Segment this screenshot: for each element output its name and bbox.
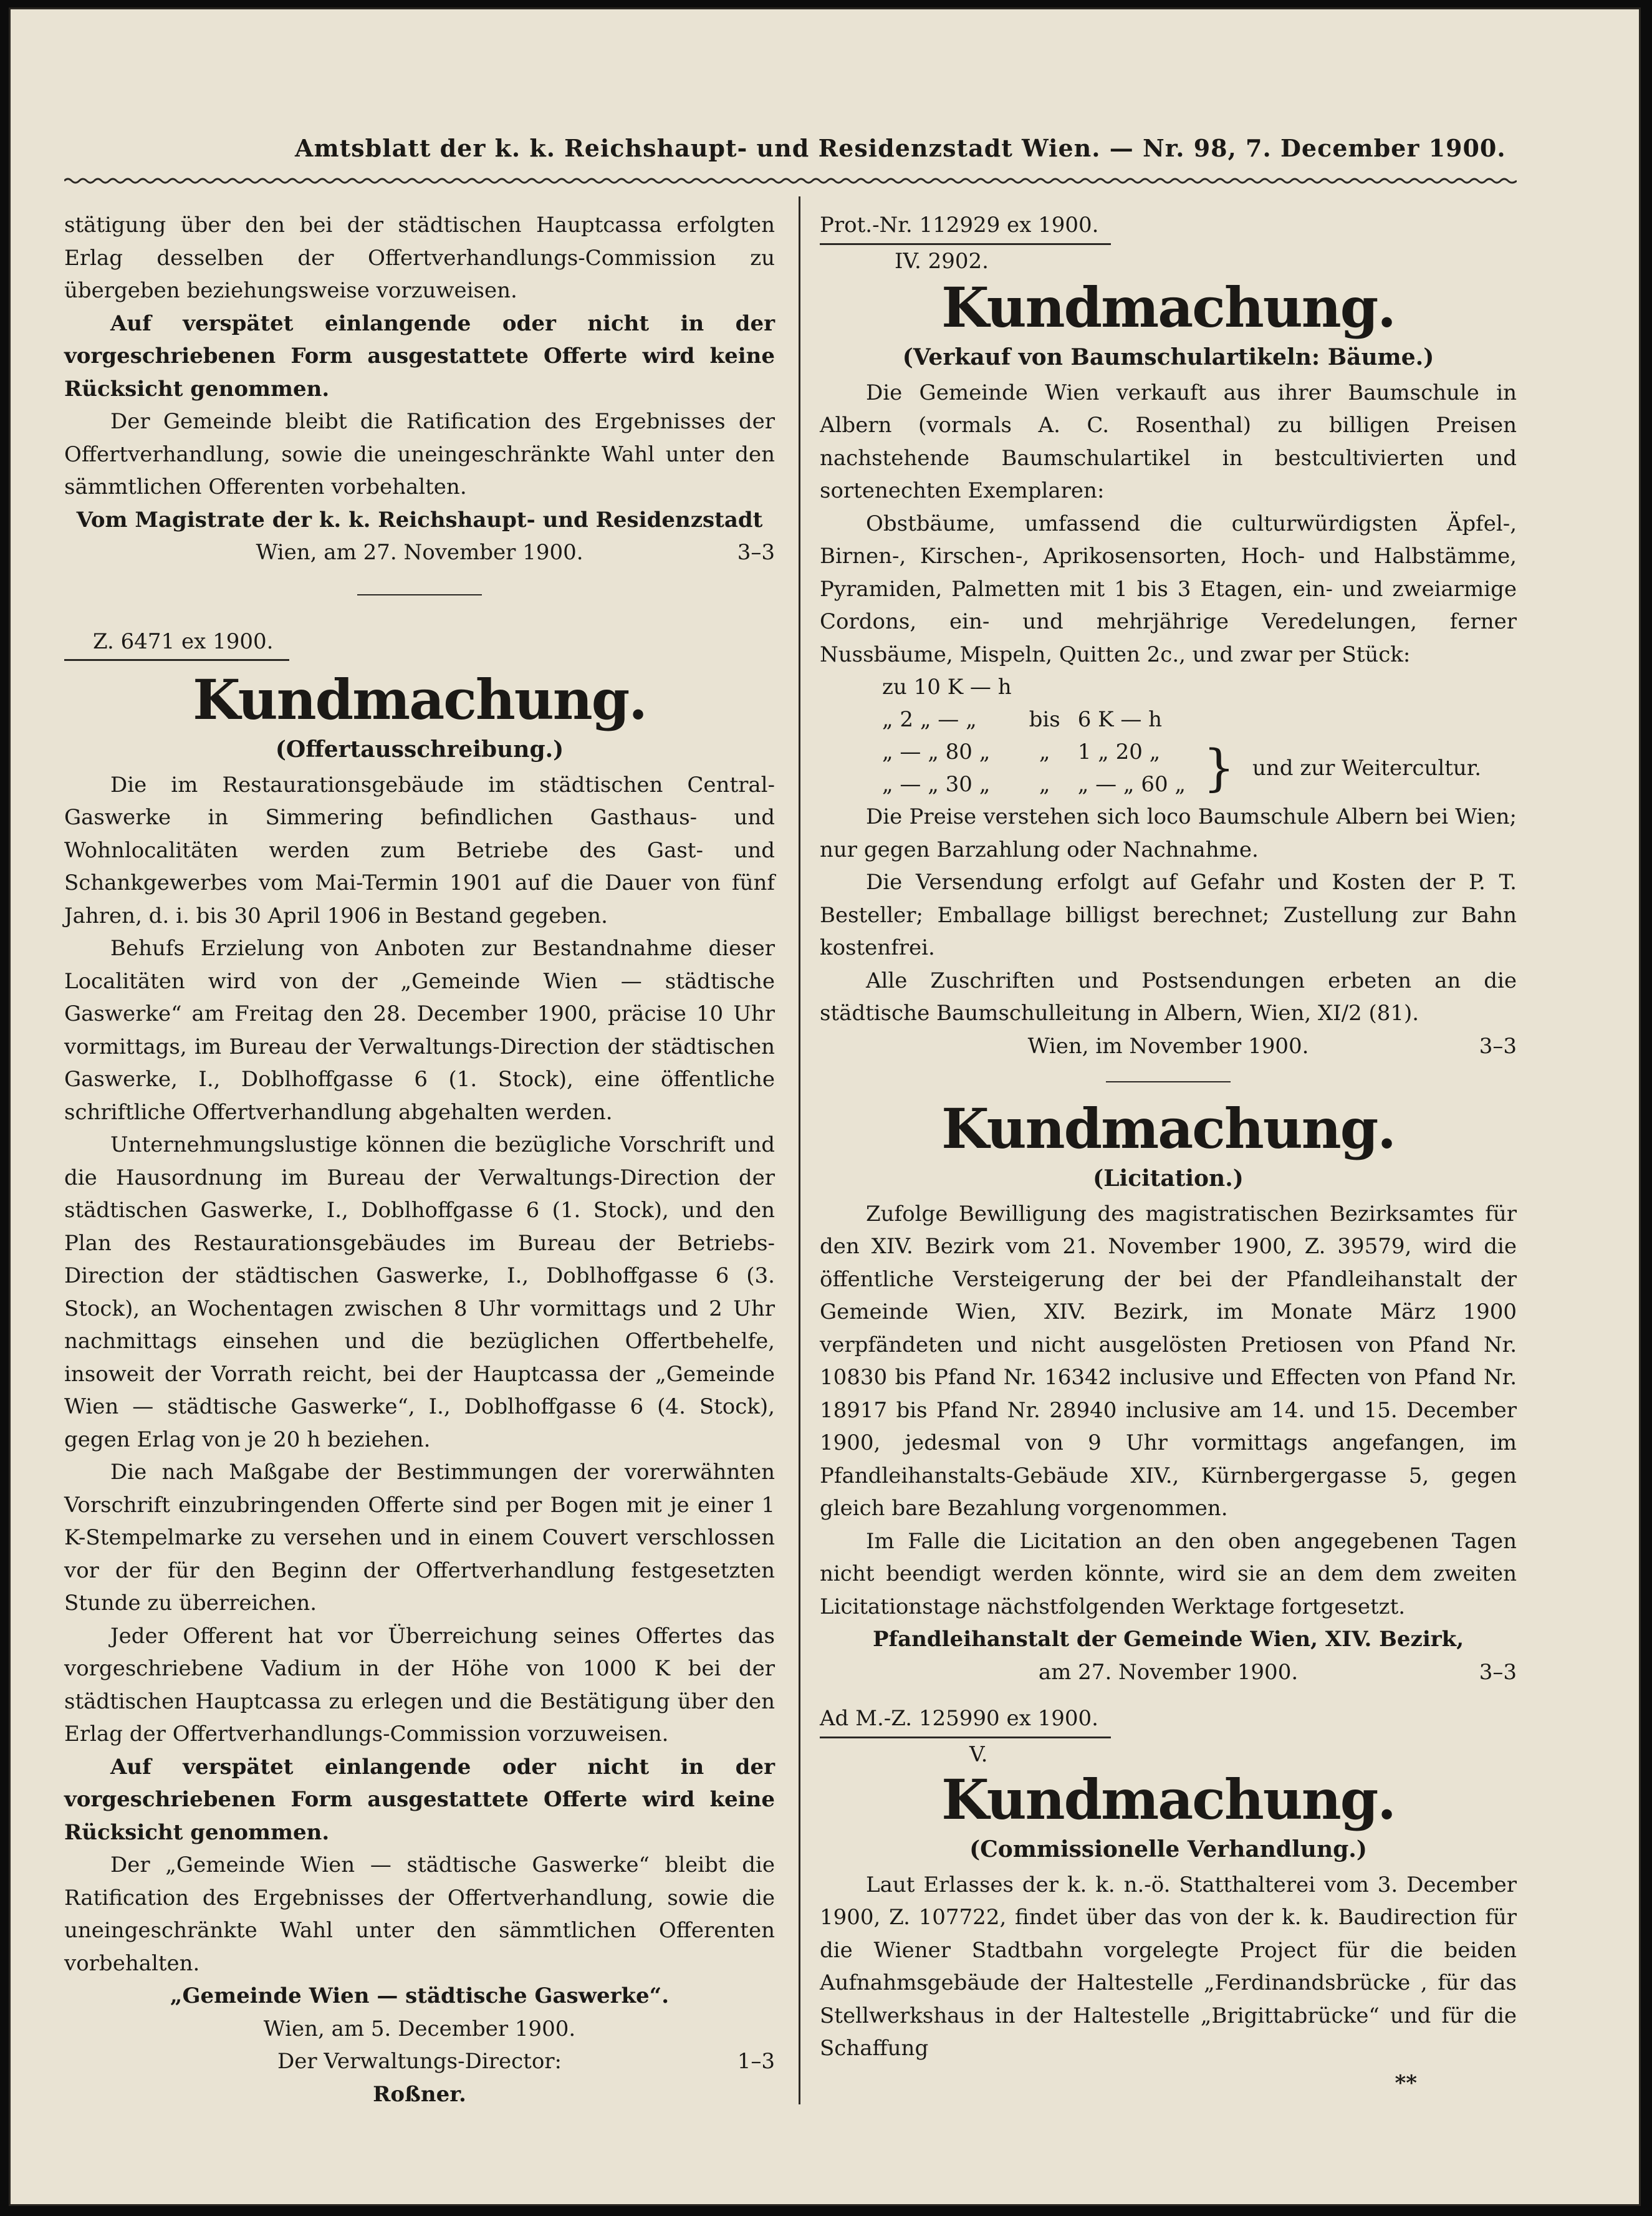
cont-signature-1: Vom Magistrate der k. k. Reichshaupt- und Residenzstadt xyxy=(76,507,763,532)
notice-2-number: 1–3 xyxy=(737,2049,775,2074)
price-list xyxy=(873,671,1490,801)
price-note: und zur Weitercultur. xyxy=(1252,756,1482,781)
price-row-3-left: „ — „ 80 „ xyxy=(882,739,991,764)
notice-2-reference: Z. 6471 ex 1900. xyxy=(64,625,289,662)
notice-2-title: Kundmachung. xyxy=(193,667,646,732)
price-row-4-mid: „ xyxy=(1039,772,1050,797)
notice-5-subtitle: (Commissionelle Verhandlung.) xyxy=(969,1836,1367,1862)
notice-4-subtitle: (Licitation.) xyxy=(1093,1165,1244,1192)
price-row-1: zu 10 K — h xyxy=(882,675,1012,700)
newspaper-sheet xyxy=(9,7,1641,2206)
notice-4-signature-1: Pfandleihanstalt der Gemeinde Wien, XIV. Bezirk, xyxy=(872,1627,1464,1652)
cont-signature-line xyxy=(64,536,775,569)
cont-paragraph-1: stätigung über den bei der städtischen Hauptcassa erfolgten Erlag desselben der Offertverhandlungs-Commission zu übergeben beziehungsweise vorzuweisen. xyxy=(64,213,775,303)
notice-3-signature: Wien, im November 1900. xyxy=(1027,1033,1309,1059)
notice-2-paragraph-7: Der „Gemeinde Wien — städtische Gaswerke“ bleibt die Ratification des Ergebnisses der Offertverhandlung, sowie die uneingeschränkte Wahl unter den sämmtlichen Offerenten vorbehalten. xyxy=(64,1852,775,1976)
separator-rule xyxy=(357,594,482,595)
notice-3-signature-line xyxy=(820,1030,1517,1063)
notice-5 xyxy=(820,1702,1517,2096)
price-brace: } xyxy=(1203,739,1235,797)
price-row-2-right: 6 K — h xyxy=(1077,707,1163,732)
price-row-4-right: „ — „ 60 „ xyxy=(1077,772,1186,797)
notice-4-paragraph-2: Im Falle die Licitation an den oben angegebenen Tagen nicht beendigt werden könnte, wird sie an dem dem zweiten Licitationstage nächstfolgenden Werktage fortgesetzt. xyxy=(820,1528,1517,1619)
notice-3-paragraph-2: Obstbäume, umfassend die culturwürdigsten Äpfel-, Birnen-, Kirschen-, Aprikosensorten, Hoch- und Halbstämme, Pyramiden, Palmetten mit 1 bis 3 Etagen, ein- und zweiarmige Cordons, ein- und mehrjährige Veredelungen, ferner Nussbäume, Mispeln, Quitten 2c., und zwar per Stück: xyxy=(820,511,1517,667)
notice-2-paragraph-1: Die im Restaurationsgebäude im städtischen Central-Gaswerke in Simmering befindlichen Gasthaus- und Wohnlocalitäten werden zum Betriebe des Gast- und Schankgewerbes vom Mai-Termin 1901 auf die Dauer von fünf Jahren, d. i. bis 30 April 1906 in Bestand gegeben. xyxy=(64,772,775,928)
notice-3-number: 3–3 xyxy=(1479,1033,1517,1059)
right-column xyxy=(820,209,1517,2096)
notice-2-paragraph-2: Behufs Erzielung von Anboten zur Bestandnahme dieser Localitäten wird von der „Gemeinde Wien — städtische Gaswerke“ am Freitag den 28. December 1900, präcise 10 Uhr vormittags, im Bureau der Verwaltungs-Direction der städtischen Gaswerke, I., Doblhoffgasse 6 (1. Stock), eine öffentliche schriftliche Offertverhandlung abgehalten werden. xyxy=(64,936,775,1125)
notice-4-title: Kundmachung. xyxy=(941,1096,1395,1161)
price-row-2-left: „ 2 „ — „ xyxy=(882,707,977,732)
notice-2-signature-3: Der Verwaltungs-Director: xyxy=(277,2049,562,2074)
page xyxy=(64,9,1517,2208)
notice-3-subtitle: (Verkauf von Baumschulartikeln: Bäume.) xyxy=(902,344,1434,370)
notice-2-signature-4: Roßner. xyxy=(373,2081,466,2107)
notice-5-title: Kundmachung. xyxy=(941,1767,1395,1832)
notice-5-paragraph-1: Laut Erlasses der k. k. n.-ö. Statthalterei vom 3. December 1900, Z. 107722, findet über das von der k. k. Baudirection für die Wiener Stadtbahn vorgelegte Project für die beiden Aufnahmsgebäude der Haltestelle „Ferdinandsbrücke , für das Stellwerkshaus in der Haltestelle „Brigittabrücke“ und für die Schaffung xyxy=(820,1872,1517,2061)
price-row-4-left: „ — „ 30 „ xyxy=(882,772,991,797)
notice-4-signature-2: am 27. November 1900. xyxy=(1038,1659,1299,1685)
notice-3-reference-2: IV. 2902. xyxy=(895,248,989,274)
price-row-3-right: 1 „ 20 „ xyxy=(1077,739,1161,764)
notice-2-paragraph-3: Unternehmungslustige können die bezügliche Vorschrift und die Hausordnung im Bureau der Verwaltungs-Direction der städtischen Gaswerke, I., Doblhoffgasse 6 (1. Stock), und den Plan des Restaurationsgebäudes im Bureau der Betriebs-Direction der städtischen Gaswerke, I., Doblhoffgasse 6 (3. Stock), an Wochentagen zwischen 8 Uhr vormittags und 2 Uhr nachmittags einsehen und die bezüglichen Offertbehelfe, insoweit der Vorrath reicht, bei der Hauptcassa der „Gemeinde Wien — städtische Gaswerke“, I., Doblhoffgasse 6 (4. Stock), gegen Erlag von je 20 h beziehen. xyxy=(64,1132,775,1452)
notice-2-paragraph-5: Jeder Offerent hat vor Überreichung seines Offertes das vorgeschriebene Vadium in der Höhe von 1000 K bei der städtischen Hauptcassa zu erlegen und die Bestätigung über den Erlag der Offertverhandlungs-Commission vorzuweisen. xyxy=(64,1623,775,1746)
column-divider xyxy=(799,196,800,2104)
notice-2-subtitle: (Offertausschreibung.) xyxy=(275,736,564,763)
separator-rule-2 xyxy=(1106,1081,1231,1082)
notice-5-reference-2: V. xyxy=(969,1741,988,1767)
notice-3-title: Kundmachung. xyxy=(941,275,1395,340)
notice-3-paragraph-5: Alle Zuschriften und Postsendungen erbeten an die städtische Baumschulleitung in Albern, Wien, XI/2 (81). xyxy=(820,968,1517,1026)
cont-paragraph-2: Auf verspätet einlangende oder nicht in der vorgeschriebenen Form ausgestattete Offerte wird keine Rücksicht genommen. xyxy=(64,311,775,402)
notice-2 xyxy=(64,625,775,2111)
notice-2-paragraph-4: Die nach Maßgabe der Bestimmungen der vorerwähnten Vorschrift einzubringenden Offerte sind per Bogen mit je einer 1 K-Stempelmarke zu versehen und in einem Couvert verschlossen vor der für den Beginn der Offertverhandlung festgesetzten Stunde zu überreichen. xyxy=(64,1460,775,1616)
left-column xyxy=(64,209,775,2111)
notice-2-signature-line xyxy=(64,2045,775,2078)
notice-5-reference: Ad M.-Z. 125990 ex 1900. xyxy=(820,1702,1111,1738)
notice-4 xyxy=(820,1095,1517,1688)
header-wave-rule xyxy=(64,176,1517,185)
notice-4-paragraph-1: Zufolge Bewilligung des magistratischen Bezirksamtes für den XIV. Bezirk vom 21. November 1900, Z. 39579, wird die öffentliche Versteigerung der bei der Pfandleihanstalt der Gemeinde Wien, XIV. Bezirk, im Monate März 1900 verpfändeten und nicht ausgelösten Pretiosen von Pfand Nr. 10830 bis Pfand Nr. 16342 inclusive und Effecten von Pfand Nr. 18917 bis Pfand Nr. 28940 inclusive am 14. und 15. December 1900, jedesmal von 9 Uhr vormittags angefangen, im Pfandleihanstalts-Gebäude XIV., Kürnbergergasse 5, gegen gleich bare Bezahlung vorgenommen. xyxy=(820,1201,1517,1521)
notice-2-signature-2: Wien, am 5. December 1900. xyxy=(263,2016,576,2041)
notice-3-paragraph-1: Die Gemeinde Wien verkauft aus ihrer Baumschule in Albern (vormals A. C. Rosenthal) zu billigen Preisen nachstehende Baumschulartikel in bestcultivierten und sortenechten Exemplaren: xyxy=(820,380,1517,503)
notice-3-paragraph-3: Die Preise verstehen sich loco Baumschule Albern bei Wien; nur gegen Barzahlung oder Nachnahme. xyxy=(820,804,1517,862)
notice-3 xyxy=(820,209,1517,1062)
notice-2-paragraph-6: Auf verspätet einlangende oder nicht in der vorgeschriebenen Form ausgestattete Offerte wird keine Rücksicht genommen. xyxy=(64,1754,775,1845)
notice-4-number: 3–3 xyxy=(1479,1659,1517,1685)
continuation-stars: ** xyxy=(1395,2071,1417,2096)
cont-paragraph-3: Der Gemeinde bleibt die Ratification des Ergebnisses der Offertverhandlung, sowie die uneingeschränkte Wahl unter den sämmtlichen Offerenten vorbehalten. xyxy=(64,409,775,499)
notice-4-signature-line xyxy=(820,1656,1517,1689)
cont-signature-2: Wien, am 27. November 1900. xyxy=(256,540,583,565)
notice-3-reference: Prot.-Nr. 112929 ex 1900. xyxy=(820,209,1111,245)
cont-number: 3–3 xyxy=(737,540,775,565)
notice-2-signature-1: „Gemeinde Wien — städtische Gaswerke“. xyxy=(170,1983,670,2008)
running-header: Amtsblatt der k. k. Reichshaupt- und Residenzstadt Wien. — Nr. 98, 7. December 1900. xyxy=(295,134,1506,162)
price-row-3-mid: „ xyxy=(1039,739,1050,764)
notice-3-paragraph-4: Die Versendung erfolgt auf Gefahr und Kosten der P. T. Besteller; Emballage billigst berechnet; Zustellung zur Bahn kostenfrei. xyxy=(820,870,1517,960)
price-row-2-mid: bis xyxy=(1029,707,1060,732)
